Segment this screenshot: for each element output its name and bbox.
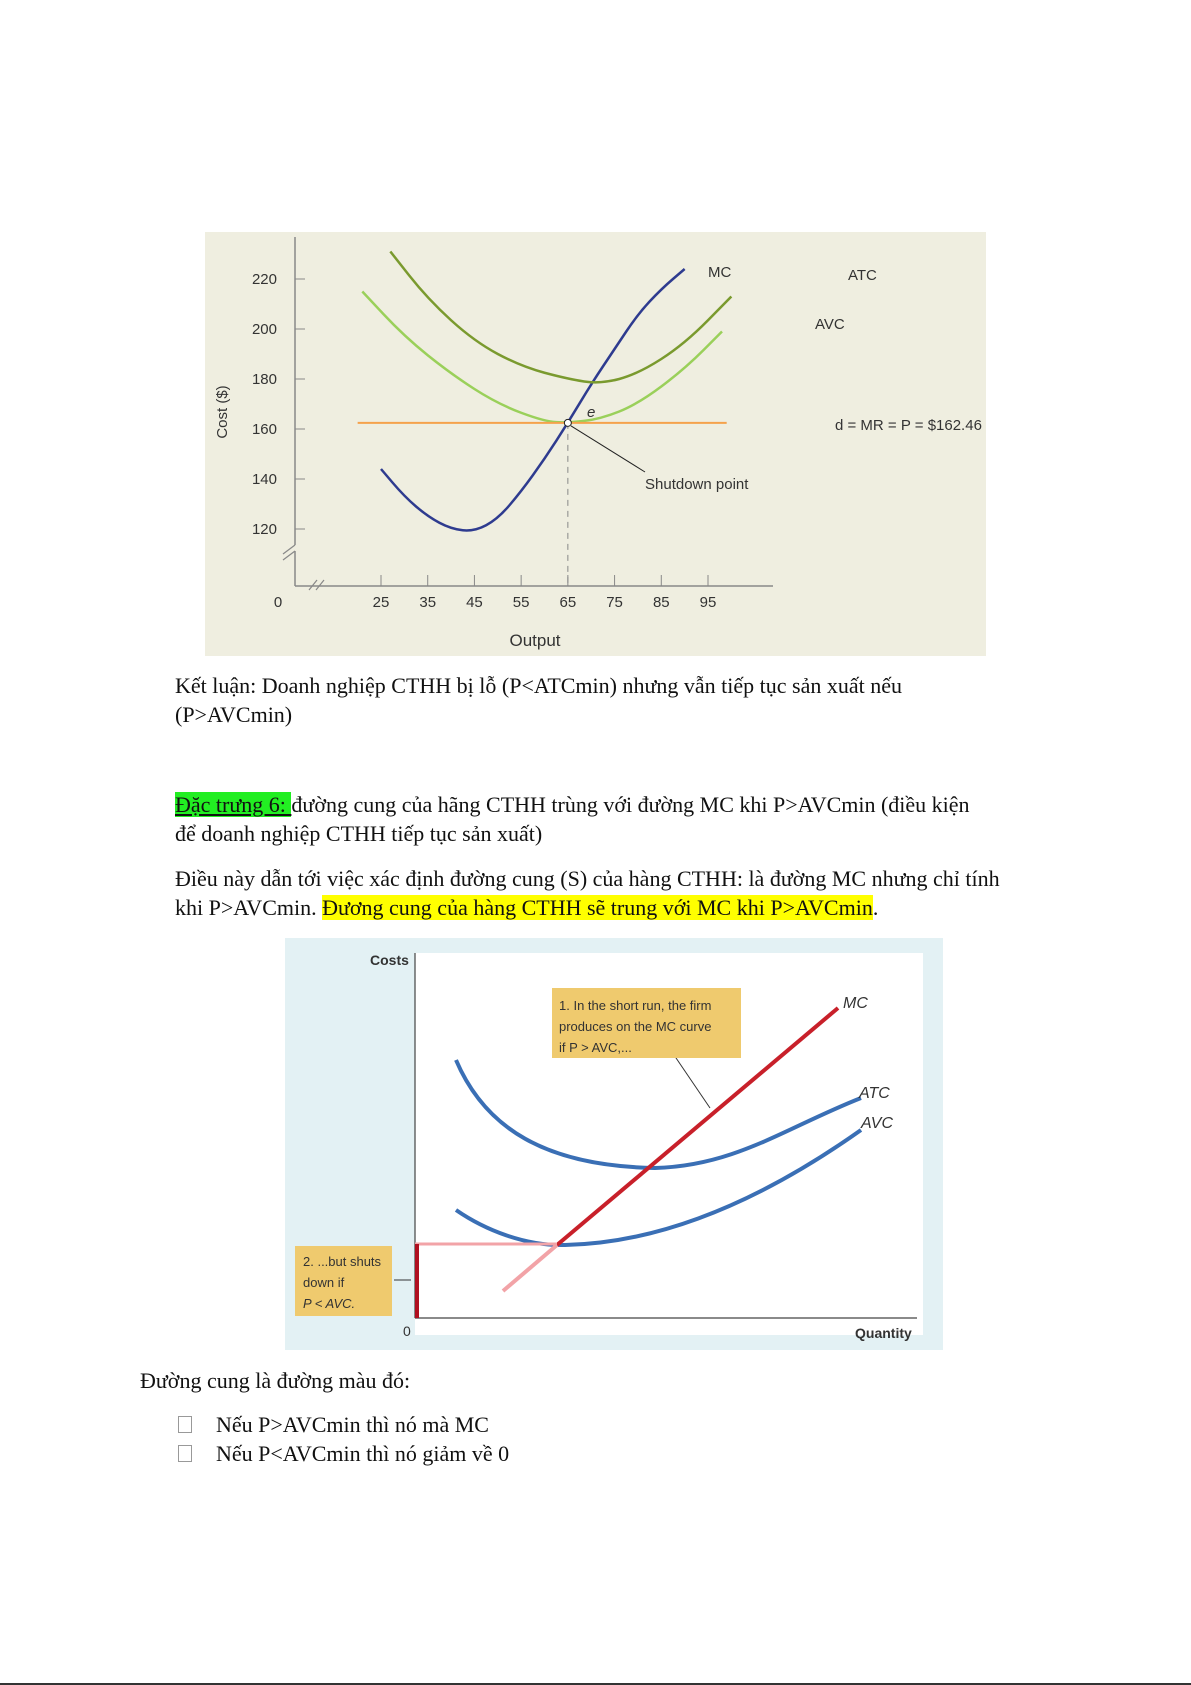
series-line-atc <box>390 252 731 383</box>
note1-line-1: 1. In the short run, the firm <box>559 998 712 1013</box>
bullet-list <box>178 1410 509 1468</box>
conclusion-line-1: Kết luận: Doanh nghiệp CTHH bị lỗ (P<ATCmin) nhưng vẫn tiếp tục sản xuất nếu <box>175 673 902 698</box>
supply-line-1: Điều này dẫn tới việc xác định đường cung (S) của hàng CTHH: là đường MC nhưng chỉ tính <box>175 866 1000 891</box>
feature6-text: đường cung của hãng CTHH trùng với đường MC khi P>AVCmin (điều kiện <box>291 792 970 817</box>
bullet-2-text: Nếu P<AVCmin thì nó giảm về 0 <box>216 1441 510 1466</box>
mc-label: MC <box>843 995 868 1012</box>
conclusion-paragraph <box>175 671 902 729</box>
x-tick-label: 95 <box>699 594 717 611</box>
bullet-box-icon <box>178 1416 192 1433</box>
y-tick-label: 180 <box>251 371 277 388</box>
y-tick-label: 200 <box>251 321 277 338</box>
mc-label: MC <box>708 264 732 281</box>
shutdown-leader <box>571 426 645 472</box>
x-tick-label: 25 <box>372 594 390 611</box>
x-tick-label: 65 <box>559 594 577 611</box>
note2-line-2: down if <box>303 1275 345 1290</box>
chart-marks <box>358 252 732 587</box>
shutdown-point-marker <box>564 419 571 426</box>
x-axis-label: Output <box>509 631 561 650</box>
cost-curves-svg <box>205 232 986 656</box>
bullet-1-text: Nếu P>AVCmin thì nó mà MC <box>216 1412 489 1437</box>
note1-line-2: produces on the MC curve <box>559 1019 712 1034</box>
supply-highlight: Đương cung của hàng CTHH sẽ trung với MC khi P>AVCmin <box>322 895 873 920</box>
y-tick-label: 140 <box>251 471 277 488</box>
x-axis-label: Quantity <box>855 1325 912 1341</box>
conclusion-line-2: (P>AVCmin) <box>175 702 293 727</box>
x-tick-label: 55 <box>512 594 530 611</box>
y-tick-label: 220 <box>251 271 277 288</box>
x-axis-break <box>309 580 317 590</box>
point-e-label: e <box>587 404 596 421</box>
list-item <box>178 1439 509 1468</box>
x-tick-label: 45 <box>466 594 483 611</box>
origin-label: 0 <box>403 1323 411 1339</box>
avc-label: AVC <box>861 1115 894 1132</box>
y-tick-label: 120 <box>251 521 277 538</box>
supply-curve-svg <box>285 938 943 1350</box>
y-ticks <box>252 271 305 538</box>
cost-curves-chart <box>205 232 986 656</box>
list-item <box>178 1410 509 1439</box>
y-axis-label: Cost ($) <box>214 385 231 439</box>
x-tick-label: 75 <box>606 594 623 611</box>
x-ticks <box>373 575 717 611</box>
supply-line-2-start: khi P>AVCmin. <box>175 895 323 920</box>
avc-label: AVC <box>815 316 845 333</box>
note2-line-1: 2. ...but shuts <box>303 1254 382 1269</box>
supply-curve-chart <box>285 938 943 1350</box>
feature6-label: Đặc trưng 6: <box>175 792 292 817</box>
supply-paragraph <box>175 864 1000 922</box>
note2-line-3: P < AVC. <box>303 1296 356 1311</box>
x-tick-label: 85 <box>652 594 670 611</box>
atc-label: ATC <box>848 267 877 284</box>
x-tick-label: 35 <box>419 594 437 611</box>
y-axis-label: Costs <box>370 952 409 968</box>
x-axis-break-2 <box>316 580 324 590</box>
origin-label: 0 <box>273 594 283 611</box>
note1-line-3: if P > AVC,... <box>559 1040 632 1055</box>
supply-line-2-end: . <box>872 895 879 920</box>
feature6-line-2: để doanh nghiệp CTHH tiếp tục sản xuất) <box>175 821 543 846</box>
shutdown-label: Shutdown point <box>645 476 749 493</box>
price-label: d = MR = P = $162.46 <box>835 417 982 434</box>
atc-label: ATC <box>859 1085 890 1102</box>
bullet-box-icon <box>178 1445 192 1462</box>
y-tick-label: 160 <box>251 421 277 438</box>
supply-curve-heading: Đường cung là đường màu đó: <box>140 1368 411 1393</box>
series-line-avc <box>362 292 722 423</box>
series-line-mc <box>381 269 685 530</box>
feature6-paragraph <box>175 790 970 848</box>
